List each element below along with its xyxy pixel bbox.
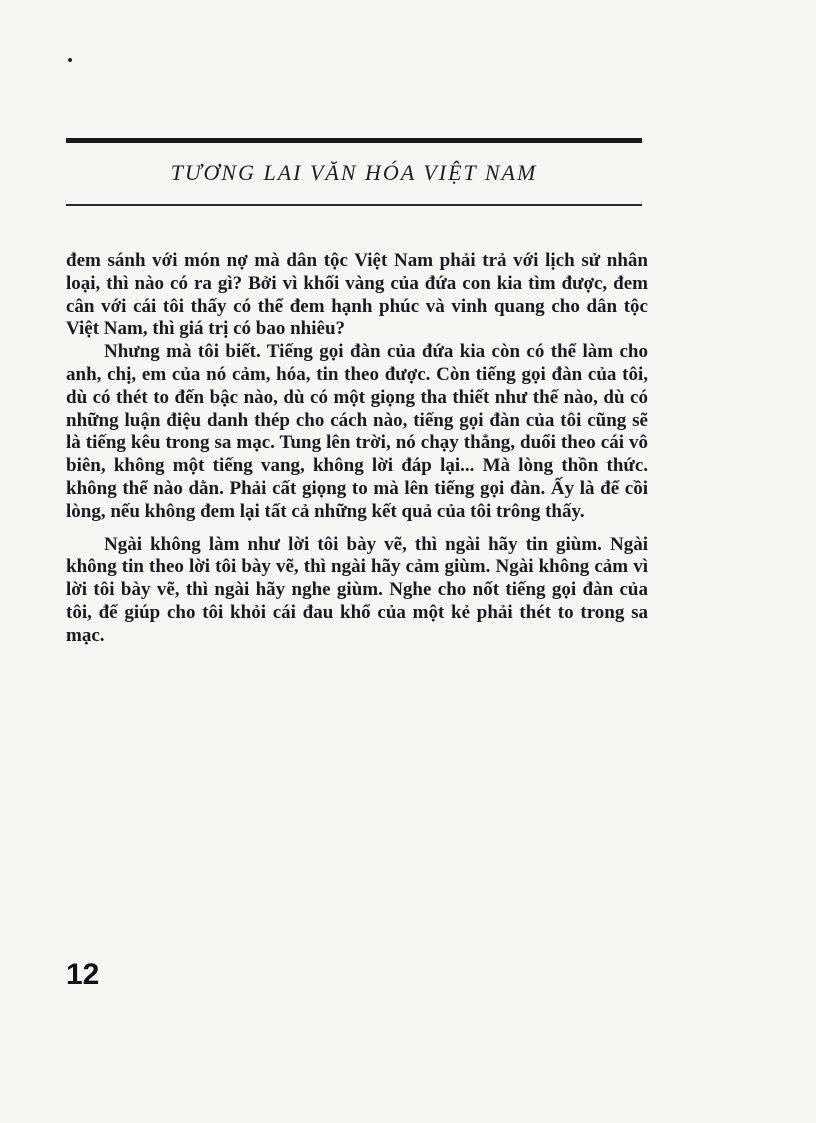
page-number: 12 [66, 958, 100, 991]
paragraph: Nhưng mà tôi biết. Tiếng gọi đàn của đứa kia còn có thể làm cho anh, chị, em của nó cảm, hóa, tin theo được. Còn tiếng gọi đàn của tôi, dù có thét to đến bậc nào, dù có một giọng tha thiết như thế nào, dù có những luận điệu danh thép cho cách nào, tiếng gọi đàn của tôi cũng sẽ là tiếng kêu trong sa mạc. Tung lên trời, nó chạy thẳng, duổi theo cái vô biên, không một tiếng vang, không lời đáp lại... Mà lòng thồn thức. không thể nào dằn. Phải cất giọng to mà lên tiếng gọi đàn. Ấy là để cồi lòng, nếu không đem lại tất cả những kết quả của tôi trông thấy. [66, 341, 648, 522]
paragraph: Ngài không làm như lời tôi bày vẽ, thì ngài hãy tin giùm. Ngài không tin theo lời tôi bày vẽ, thì ngài hãy cảm giùm. Ngài không cảm vì lời tôi bày vẽ, thì ngài hãy nghe giùm. Nghe cho nốt tiếng gọi đàn của tôi, để giúp cho tôi khỏi cái đau khổ của một kẻ phải thét to trong sa mạc. [66, 533, 648, 646]
running-head: TƯƠNG LAI VĂN HÓA VIỆT NAM [170, 160, 538, 185]
header-rule-thick [66, 138, 642, 143]
paragraph-continuation: đem sánh với món nợ mà dân tộc Việt Nam phải trả với lịch sử nhân loại, thì nào có ra gì? Bởi vì khối vàng của đứa con kia tìm được, đem cân với cái tôi thấy có thể đem hạnh phúc và vinh quang cho dân tộc Việt Nam, thì giá trị có bao nhiêu? [66, 250, 648, 340]
header-rule-thin [66, 204, 642, 206]
body-text [66, 250, 648, 648]
ink-speck [68, 58, 72, 62]
